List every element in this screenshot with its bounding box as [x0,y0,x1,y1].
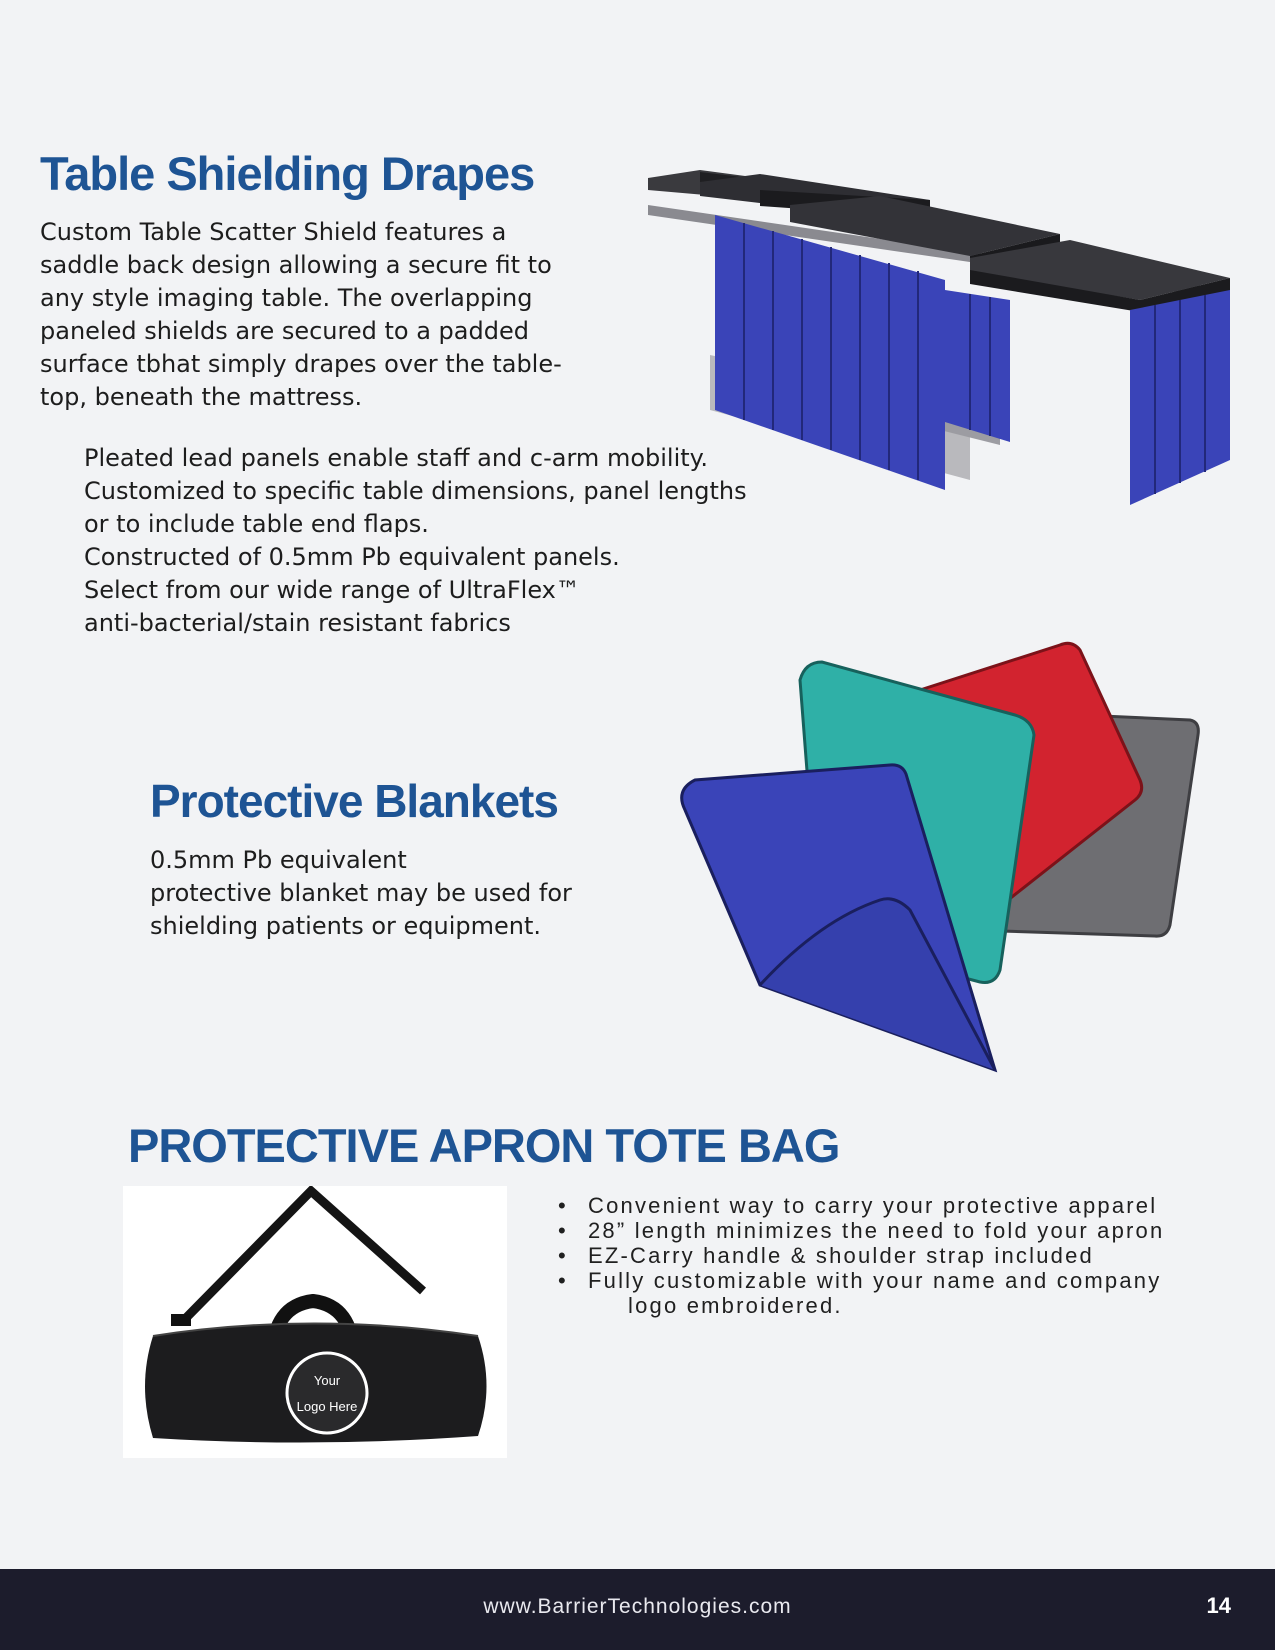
feature-line: Select from our wide range of UltraFlex™ [84,576,580,604]
bullet-text: Convenient way to carry your protective apparel [588,1193,1158,1218]
feature-line: Pleated lead panels enable staff and c-arm mobility. [84,444,709,472]
feature-line: or to include table end flaps. [84,510,429,538]
list-item [558,1193,1164,1218]
tote-bullet-list [558,1193,1164,1318]
bullet-marker: • [558,1193,568,1218]
blankets-image [670,640,1200,1080]
logo-placeholder-text [287,1368,367,1420]
description-line: top, beneath the mattress. [40,383,363,411]
blankets-title: Protective Blankets [150,775,558,827]
tote-bag-image [123,1186,507,1458]
bullet-marker: • [558,1243,568,1268]
table-drapes-title: Table Shielding Drapes [40,147,535,200]
description-line: surface tbhat simply drapes over the table- [40,350,562,378]
feature-line: anti-bacterial/stain resistant fabrics [84,609,511,637]
table-drape-image [640,160,1240,535]
feature-line: Customized to specific table dimensions, panel lengths [84,477,747,505]
blankets-description [150,844,572,943]
logo-line: Logo Here [296,1399,358,1414]
description-line: any style imaging table. The overlapping [40,284,533,312]
website-link[interactable]: www.BarrierTechnologies.com [483,1595,792,1618]
bullet-text: 28” length minimizes the need to fold your apron [588,1218,1165,1243]
description-line: 0.5mm Pb equivalent [150,846,407,874]
page-number: 14 [1206,1593,1231,1618]
logo-line: Your [313,1373,341,1388]
bullet-text: Fully customizable with your name and company [588,1268,1162,1293]
description-line: shielding patients or equipment. [150,912,542,940]
bullet-marker: • [558,1218,568,1243]
description-line: protective blanket may be used for [150,879,572,907]
description-line: paneled shields are secured to a padded [40,317,529,345]
list-item-continuation: logo embroidered. [628,1293,843,1318]
list-item [558,1218,1164,1243]
list-item [558,1243,1164,1268]
page-footer [0,1569,1275,1650]
tote-title: PROTECTIVE APRON TOTE BAG [128,1119,840,1172]
description-line: saddle back design allowing a secure fit to [40,251,552,279]
bullet-marker: • [558,1268,568,1293]
bullet-text: EZ-Carry handle & shoulder strap included [588,1243,1094,1268]
feature-line: Constructed of 0.5mm Pb equivalent panels. [84,543,620,571]
description-line: Custom Table Scatter Shield features a [40,218,507,246]
table-drapes-description [40,216,562,414]
list-item [558,1268,1164,1293]
